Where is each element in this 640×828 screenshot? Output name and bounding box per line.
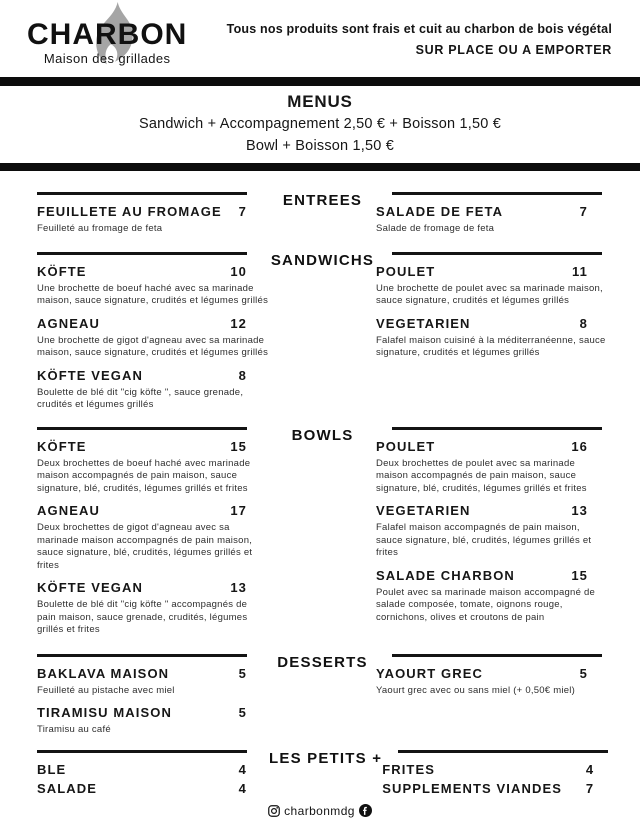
item-name: TIRAMISU MAISON — [37, 705, 172, 720]
menu-item — [376, 666, 608, 698]
item-name-price-row — [376, 666, 588, 682]
item-name: KÖFTE VEGAN — [37, 367, 143, 383]
menu-item — [37, 368, 269, 412]
item-description: Boulette de blé dit "cig köfte " accompagnés de pain maison, sauce grenade, crudités, légumes grillés et frites — [37, 599, 248, 635]
menu-item — [376, 316, 608, 360]
item-name: POULET — [376, 263, 436, 279]
item-name-price-row — [37, 439, 247, 455]
item-name: BLE — [37, 761, 67, 777]
item-name: FEUILLETE AU FROMAGE — [37, 204, 222, 219]
item-name-price-row — [382, 781, 594, 796]
item-price: 10 — [230, 263, 247, 279]
logo — [27, 6, 187, 66]
item-description: Feuilleté au fromage de feta — [37, 223, 163, 234]
item-name-price-row — [37, 762, 247, 777]
item-price: 17 — [230, 503, 247, 518]
sandwichs-left-column — [37, 252, 269, 420]
item-name-price-row — [376, 316, 588, 332]
menu-item — [376, 204, 608, 236]
menu-item — [37, 503, 269, 572]
item-name-price-row — [376, 503, 588, 519]
item-description: Feuilleté au pistache avec miel — [37, 684, 175, 696]
item-description: Une brochette de poulet avec sa marinade maison, sauce signature, crudités et légumes grillés — [376, 282, 603, 306]
item-name-price-row — [37, 316, 247, 332]
menu-item — [37, 705, 269, 737]
item-price: 7 — [579, 204, 588, 219]
header-note-line1: Tous nos produits sont frais et cuit au charbon de bois végétal — [226, 22, 612, 36]
section-title-sandwichs: SANDWICHS — [270, 251, 375, 269]
item-price: 12 — [230, 315, 247, 331]
item-description: Une brochette de gigot d'agneau avec sa marinade maison, sauce signature, crudités et légumes grillés — [37, 334, 269, 358]
item-price: 7 — [585, 780, 595, 796]
divider-bar-bottom — [0, 163, 640, 171]
item-name-price-row — [376, 264, 588, 280]
item-description: Boulette de blé dit "cig köfte ", sauce grenade, crudités et légumes grillés — [37, 386, 244, 410]
item-name: FRITES — [382, 761, 436, 777]
item-name-price-row — [376, 204, 588, 220]
item-name: VEGETARIEN — [376, 315, 471, 331]
petits-right-column — [382, 750, 614, 800]
item-price: 5 — [238, 705, 247, 720]
section-entrees — [0, 192, 640, 244]
footer-social — [0, 804, 640, 818]
bowls-right-column — [376, 427, 608, 645]
item-name: POULET — [376, 438, 436, 454]
item-price: 15 — [230, 438, 247, 454]
item-price: 7 — [238, 204, 247, 219]
item-price: 13 — [571, 503, 588, 518]
item-description: Falafel maison accompagnés de pain maison, sauce signature, blé, crudités, légumes grillés et frites — [376, 522, 592, 558]
menu-item — [37, 316, 269, 360]
menus-banner — [0, 86, 640, 163]
item-name-price-row — [37, 781, 247, 796]
header-note-line2: SUR PLACE OU A EMPORTER — [415, 43, 612, 57]
bowls-left-column — [37, 427, 269, 645]
item-name: KÖFTE VEGAN — [37, 580, 143, 595]
header-note — [227, 6, 612, 57]
item-name: BAKLAVA MAISON — [37, 665, 170, 681]
menu-item — [37, 666, 269, 698]
section-desserts — [0, 654, 640, 745]
item-price: 8 — [238, 367, 247, 383]
menu-item — [376, 503, 608, 560]
item-description: Yaourt grec avec ou sans miel (+ 0,50€ miel) — [376, 684, 576, 696]
menu-item — [37, 264, 269, 308]
menu-item — [382, 762, 614, 777]
item-price: 4 — [238, 780, 247, 796]
item-name: AGNEAU — [37, 315, 100, 331]
menu-item — [37, 781, 269, 796]
section-title-entrees: ENTREES — [282, 192, 363, 209]
section-sandwichs — [0, 252, 640, 420]
item-price: 5 — [238, 665, 247, 681]
item-name: SUPPLEMENTS VIANDES — [382, 780, 563, 796]
item-name-price-row — [37, 705, 247, 721]
item-name: SALADE — [37, 780, 98, 796]
item-name-price-row — [37, 204, 247, 220]
menu-item — [37, 762, 269, 777]
menus-title: MENUS — [287, 92, 353, 111]
section-bowls — [0, 427, 640, 645]
menu-item — [382, 781, 614, 796]
item-price: 4 — [238, 761, 247, 777]
menus-formula-sandwich: Sandwich + Accompagnement 2,50 € + Boisson 1,50 € — [138, 116, 502, 132]
item-price: 13 — [230, 580, 247, 595]
menus-formula-bowl: Bowl + Boisson 1,50 € — [245, 138, 395, 154]
petits-left-column — [37, 750, 269, 800]
item-name: SALADE CHARBON — [376, 567, 515, 583]
menu-item — [37, 204, 269, 236]
item-name-price-row — [37, 264, 247, 280]
header — [0, 0, 640, 77]
item-name-price-row — [382, 762, 594, 777]
entrees-right-column — [376, 192, 608, 244]
brand-name: CHARBON — [27, 18, 188, 51]
menu-item — [376, 568, 608, 625]
entrees-left-column — [37, 192, 269, 244]
item-name-price-row — [37, 503, 247, 519]
item-price: 15 — [571, 567, 588, 583]
menu-item — [37, 580, 269, 637]
menu-item — [37, 439, 269, 496]
item-name: VEGETARIEN — [376, 503, 471, 518]
item-description: Deux brochettes de gigot d'agneau avec sa marinade maison accompagnés de pain maison, sauce signature, blé, crudités, légumes grillés et frites — [37, 522, 253, 571]
item-name-price-row — [37, 368, 247, 384]
item-price: 8 — [579, 315, 588, 331]
item-name: SALADE DE FETA — [376, 204, 504, 219]
item-name-price-row — [376, 439, 588, 455]
facebook-icon — [359, 804, 372, 817]
brand-tagline: Maison des grillades — [43, 51, 171, 66]
section-title-les-petits: LES PETITS + — [269, 749, 383, 767]
section-les-petits — [0, 750, 640, 800]
desserts-left-column — [37, 654, 269, 745]
item-name: YAOURT GREC — [376, 665, 483, 681]
section-title-desserts: DESSERTS — [277, 653, 368, 671]
menu-item — [376, 439, 608, 496]
item-description: Deux brochettes de boeuf haché avec marinade maison accompagnés de pain maison, sauce signature, blé, crudités, légumes grillés et frites — [37, 457, 251, 494]
menu-item — [376, 264, 608, 308]
item-name: KÖFTE — [37, 263, 87, 279]
item-name-price-row — [37, 666, 247, 682]
sandwichs-right-column — [376, 252, 608, 420]
section-title-bowls: BOWLS — [291, 426, 354, 444]
item-description: Salade de fromage de feta — [376, 223, 495, 234]
item-description: Une brochette de boeuf haché avec sa marinade maison, sauce signature, crudités et légumes grillés — [37, 282, 269, 306]
divider-bar-top — [0, 77, 640, 86]
item-price: 4 — [585, 761, 595, 777]
item-name-price-row — [37, 580, 247, 596]
item-name-price-row — [376, 568, 588, 584]
item-price: 11 — [572, 263, 588, 279]
item-price: 16 — [571, 438, 588, 454]
item-price: 5 — [579, 665, 588, 681]
item-description: Deux brochettes de poulet avec sa marinade maison accompagnés de pain maison, sauce signature, blé, crudités, légumes grillés et frites — [376, 457, 587, 494]
item-description: Poulet avec sa marinade maison accompagné de salade composée, tomate, oignons rouge, cornichons, olives et croutons de pain — [376, 586, 596, 623]
desserts-right-column — [376, 654, 608, 745]
item-description: Tiramisu au café — [37, 724, 111, 735]
social-handle: charbonmdg — [284, 803, 355, 818]
item-name: KÖFTE — [37, 438, 87, 454]
item-name: AGNEAU — [37, 503, 100, 518]
instagram-icon — [268, 805, 280, 817]
item-description: Falafel maison cuisiné à la méditerranéenne, sauce signature, crudités et légumes grillés — [376, 334, 606, 358]
